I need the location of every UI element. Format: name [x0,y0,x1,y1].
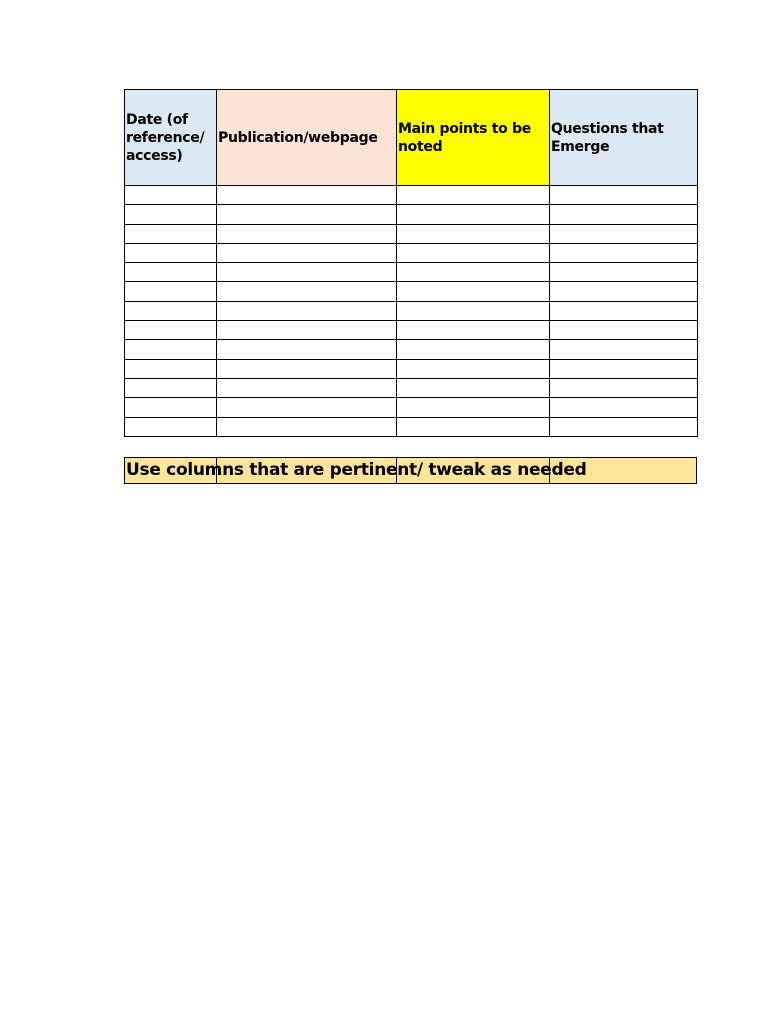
table-cell[interactable] [397,321,550,340]
table-cell[interactable] [125,321,217,340]
table-row [125,205,698,224]
table-cell[interactable] [125,340,217,359]
table-cell[interactable] [397,398,550,417]
research-log-sheet [124,89,697,437]
table-cell[interactable] [125,186,217,205]
table-cell[interactable] [217,398,397,417]
table-row [125,224,698,243]
table-cell[interactable] [550,243,698,262]
table-cell[interactable] [125,243,217,262]
table-cell[interactable] [217,243,397,262]
table-cell[interactable] [217,359,397,378]
table-cell[interactable] [397,340,550,359]
table-cell[interactable] [550,398,698,417]
table-cell[interactable] [397,205,550,224]
table-row [125,301,698,320]
table-cell[interactable] [397,243,550,262]
table-row [125,321,698,340]
table-cell[interactable] [125,282,217,301]
table-row [125,263,698,282]
table-cell[interactable] [550,417,698,436]
table-cell[interactable] [397,417,550,436]
table-cell[interactable] [125,398,217,417]
table-row [125,282,698,301]
header-main-points-cell[interactable]: Main points to be noted [397,90,550,186]
table-cell[interactable] [550,186,698,205]
table-cell[interactable] [550,378,698,397]
table-cell[interactable] [125,359,217,378]
table-cell[interactable] [125,224,217,243]
header-date-cell[interactable]: Date (of reference/ access) [125,90,217,186]
table-cell[interactable] [397,378,550,397]
table-cell[interactable] [397,301,550,320]
table-cell[interactable] [550,321,698,340]
header-row [125,90,698,186]
table-cell[interactable] [217,205,397,224]
header-questions-cell[interactable]: Questions that Emerge [550,90,698,186]
table-cell[interactable] [217,224,397,243]
table-cell[interactable] [550,263,698,282]
table-row [125,340,698,359]
instruction-note-text: Use columns that are pertinent/ tweak as needed [126,460,587,480]
table-body [125,186,698,437]
table-row [125,243,698,262]
table-cell[interactable] [125,378,217,397]
table-cell[interactable] [550,301,698,320]
table-cell[interactable] [125,417,217,436]
table-cell[interactable] [397,359,550,378]
table-cell[interactable] [217,186,397,205]
table-cell[interactable] [217,340,397,359]
table-row [125,378,698,397]
table-cell[interactable] [217,301,397,320]
table-cell[interactable] [397,263,550,282]
table-cell[interactable] [217,378,397,397]
table-cell[interactable] [125,263,217,282]
table-cell[interactable] [217,321,397,340]
table-cell[interactable] [550,224,698,243]
table-cell[interactable] [550,340,698,359]
table-cell[interactable] [397,186,550,205]
table-cell[interactable] [217,282,397,301]
table-cell[interactable] [125,205,217,224]
table-cell[interactable] [550,282,698,301]
table-cell[interactable] [397,224,550,243]
table-cell[interactable] [550,205,698,224]
table-row [125,186,698,205]
table-cell[interactable] [217,263,397,282]
table-cell[interactable] [397,282,550,301]
table-row [125,398,698,417]
table-cell[interactable] [550,359,698,378]
header-publication-cell[interactable]: Publication/webpage [217,90,397,186]
instruction-note-row[interactable] [124,457,697,484]
table-cell[interactable] [217,417,397,436]
table-cell[interactable] [125,301,217,320]
research-log-table [124,89,698,437]
table-row [125,359,698,378]
table-row [125,417,698,436]
